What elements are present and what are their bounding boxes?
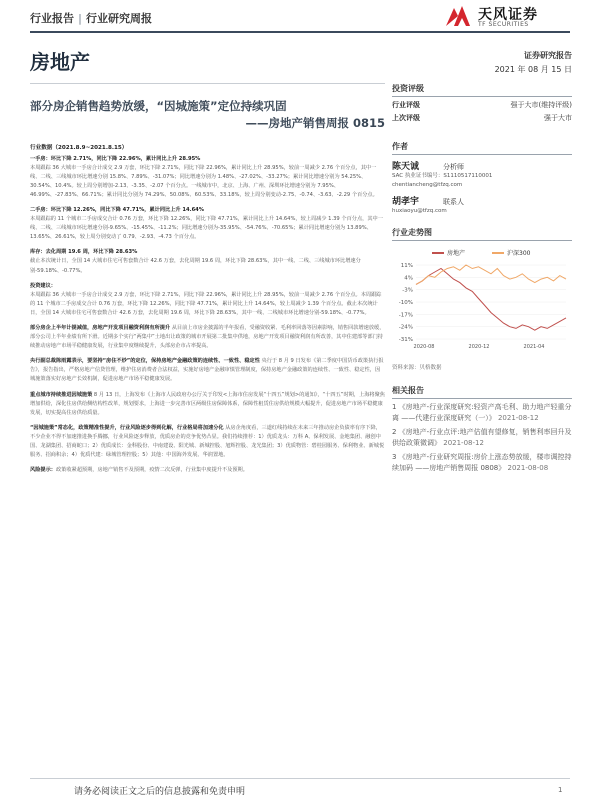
author-name: 陈天诚 <box>392 162 420 172</box>
related-report-item[interactable] <box>392 402 572 424</box>
paragraph-investment <box>30 282 385 318</box>
chart-series-line-real-estate <box>416 269 566 331</box>
chart-legend-label: 沪深300 <box>507 250 531 258</box>
related-report-item[interactable] <box>392 427 572 449</box>
chart-x-tick-label: 2020-12 <box>468 344 490 351</box>
sector-rule <box>30 83 385 84</box>
paragraph-lead: 库存：去化周期 19.6 周，环比下降 28.63% <box>30 249 138 256</box>
paragraph-text: 截止本次统计日，全国 14 大城市住宅可售套数合计 42.6 万套，去化周期 19.6 周，环比下降 28.63%，其中一线、二线、三线城市环比增速分别-59.18%、-0.77%。 <box>30 258 361 274</box>
chart-x-tick-label: 2021-04 <box>523 344 545 351</box>
author-cert: SAC 执业证书编号：S1110517110001 <box>392 173 493 179</box>
related-report-date: 2021-08-08 <box>507 463 549 472</box>
report-subtitle: ——房地产销售周报 0815 <box>245 116 385 131</box>
chart-y-tick-label: -17% <box>398 312 413 319</box>
rating-section <box>392 83 572 123</box>
paragraph-text: 8 月 13 日，上海发布《上海市人民政府办公厅关于印发<上海市住房发展“十四五”规划>的通知》，“十四五”时期，上海将聚焦增加供给，深化住房供给侧结构性改革，规划要求，上海进一步完善市区两级住房保障体系，保障性租赁住房供给规模大幅提升，促进房地产市场平稳健康发展，切实提高住房供给质量。 <box>30 391 385 416</box>
paragraph-lead: 部分房企上半年计提减值，房地产开发项目融资利润有所提升 <box>30 325 171 331</box>
chart-legend <box>432 249 531 257</box>
author-role: 联系人 <box>443 197 465 206</box>
sector-name: 房地产 <box>30 50 90 74</box>
tf-logo-icon <box>444 4 474 28</box>
author-section <box>392 141 572 215</box>
paragraph-lead: 一手房：环比下降 2.71%，同比下降 22.96%，累计同比上升 28.95% <box>30 155 201 162</box>
risk-lead: 风险提示： <box>30 467 56 474</box>
related-report-title: 1 《房地产-行业深度研究:轻资产高毛利、助力地产轻重分离 ——代建行业深度研究（一）》 <box>392 403 572 423</box>
footer-disclaimer: 请务必阅读正文之后的信息披露和免责申明 <box>74 787 246 797</box>
paragraph-lead: 二手房：环比下降 12.26%，同比下降 47.71%，累计同比上升 14.64% <box>30 206 204 213</box>
author-email[interactable]: huxiaoyu@tfzq.com <box>392 207 447 214</box>
paragraph-risk <box>30 466 385 475</box>
header-rule <box>30 31 570 33</box>
author-email[interactable]: chentiancheng@tfzq.com <box>392 181 463 188</box>
paragraph-text: 从目前上市房企披露的半年报看，受融资收紧、毛利率回落等因素影响，销售回款增速放缓，部分公司上半年业绩有所下滑。近期多个实行“两集中”土地出让政策的城市开展第二批集中供地，房地产开发项目融资利润有所改善，其中住建部等部门持续推动房地产市场平稳健康发展，行业集中度继续提升，头部房企市占率提高。 <box>30 325 385 350</box>
report-sidebar <box>392 40 572 473</box>
paragraph-second-hand <box>30 206 385 242</box>
author-entry <box>392 194 572 207</box>
author-name: 胡孝宇 <box>392 196 420 207</box>
paragraph-inventory <box>30 248 385 275</box>
paragraph-lead: “因城施策”常态化，政策精准性提升，行业风险逐步得到化解，行业格局将加速分化 <box>30 424 224 431</box>
rating-value: 强于大市(维持评级) <box>510 101 572 109</box>
paragraph-recommendation <box>30 424 385 460</box>
chart-source: 资料来源：贝格数据 <box>392 365 442 372</box>
chart-y-tick-label: -31% <box>398 337 413 344</box>
related-report-date: 2021-08-12 <box>443 438 484 447</box>
related-report-title: 2 《房地产-行业点评:地产估值有望修复，销售利率回升及供给政策微调》 <box>392 428 572 447</box>
page-number: 1 <box>558 786 563 794</box>
report-title: 部分房企销售趋势放缓，“因城施策”定位持续巩固 <box>30 99 287 113</box>
report-date: 2021 年 08 月 15 日 <box>494 65 572 74</box>
paragraph-new-homes <box>30 155 385 200</box>
chart-y-tick-label: -24% <box>398 325 413 332</box>
tag-separator: | <box>78 12 83 25</box>
chart-legend-label: 房地产 <box>447 250 466 258</box>
related-report-date: 2021-08-12 <box>497 414 539 423</box>
trend-section <box>392 227 572 371</box>
paragraph-text: 本周跟踪 36 大城市一手房合计成交 2.9 万套，环比下降 2.71%，同比下降 22.96%，累计同比上升 28.95%，较前一周减少 2.76 个百分点，其中一线、二线、三线城市环比增速分别 15.8%、7.89%、-31.07%；同比增速分别为 1.48%、-27.02%、-33.27%；累计同比增速分别为 54.25%、30.54%、10.4%。较上周分别增加-2.13、-3.35、-2.07 个百分点。一线城市中，北京、上海、广州、深圳环比增速分别为 7.95%、46.99%、-27.83%、66.71%；累计同比分别为 74.29%、50.08%、60.53%、33.18%，较上周分别变动-2.75、-0.74、-3.63、-2.29 个百分点。 <box>30 164 378 198</box>
chart-series-line-csi300 <box>416 265 566 284</box>
paragraph-text: 本周跟踪的 11 个城市二手房成交合计 0.76 万套，环比下降 12.26%，同比下降 47.71%，累计同比上升 14.64%，较上周减少 1.39 个百分点，其中一线、二线、三线城市环比增速分别-9.65%、-15.45%、-11.2%；同比增速分别为-35.95%、-54.76%、-70.65%；累计同比增速分别为 13.89%、13.65%、26.61%，较上周分别变动了 0.79、-2.93、-4.73 个百分点。 <box>30 216 383 241</box>
chart-x-ticks <box>414 344 545 350</box>
footer-rule <box>30 778 570 779</box>
paragraph-central-bank <box>30 357 385 384</box>
chart-x-tick-label: 2020-08 <box>413 344 435 351</box>
company-logo <box>444 4 574 30</box>
chart-y-tick-label: 4% <box>404 275 413 282</box>
chart-y-tick-label: 11% <box>400 263 413 270</box>
paragraph-lead: 重点城市持续推进因城施策 <box>30 391 93 398</box>
related-section <box>392 385 572 473</box>
author-heading: 作者 <box>392 141 572 155</box>
logo-chinese-name: 天风证券 <box>478 7 538 23</box>
chart-lines <box>416 265 566 330</box>
author-entry <box>392 159 572 172</box>
paragraph-lead: 央行副总裁陈雨露表示，要坚持“房住不炒”的定位，保持房地产金融政策的连续性、一致性、稳定性 <box>30 358 260 365</box>
trend-chart <box>392 245 572 355</box>
rating-key: 上次评级 <box>392 114 420 122</box>
paragraph-city-policy <box>30 391 385 418</box>
chart-y-ticks <box>399 263 413 343</box>
report-tags <box>30 10 152 26</box>
related-report-item[interactable] <box>392 452 572 474</box>
rating-value: 强于大市 <box>544 114 572 122</box>
report-type: 证券研究报告 <box>524 51 572 60</box>
author-role: 分析师 <box>443 163 465 171</box>
related-report-title: 3 《房地产-行业研究周报:房价上涨态势放缓，楼市调控持续加码 ——房地产销售周报 0808》 <box>392 452 572 472</box>
report-main-column <box>30 40 385 481</box>
report-body <box>30 143 385 476</box>
report-tag-industry: 行业报告 <box>30 12 74 25</box>
rating-key: 行业评级 <box>392 101 420 109</box>
chart-y-tick-label: -3% <box>402 288 413 295</box>
trend-heading: 行业走势图 <box>392 227 572 241</box>
risk-text: 政策收紧超预期，房地产销售不及预期，疫情二次反弹，行业集中度提升不及预期。 <box>55 467 248 474</box>
paragraph-lead: 投资建议： <box>30 282 56 289</box>
chart-y-tick-label: -10% <box>398 300 413 307</box>
chart-grid <box>416 265 566 339</box>
report-tag-weekly: 行业研究周报 <box>86 12 153 25</box>
paragraph-text: 央行于 8 月 9 日发布《第二季度中国货币政策执行报告》，报告指出，严格房地产信贷管理，维护住房消费者合法权益，实施好房地产金融审慎管理制度，保持房地产金融政策的连续性、一致性、稳定性，因城施策落实好房地产长效机制，促进房地产市场平稳健康发展。 <box>30 358 384 383</box>
paragraph-text: 本周跟踪 36 大城市一手房合计成交 2.9 万套，环比下降 2.71%，同比下降 22.96%，累计同比上升 28.95%，较前一周减少 2.76 个百分点。本周跟踪的 11 个城市二手房成交合计 0.76 万套，环比下降 12.26%，同比下降 47.71%，累计同比上升 14.64%，较上周减少 1.39 个百分点。截止本次统计日，全国 14 大城市住宅可售套数合计 42.6 万套，去化周期 19.6 周，环比下降 28.63%，其中一线、二线城市环比增速分别-59.18%、-0.77%。 <box>30 291 382 316</box>
report-header <box>0 0 600 40</box>
paragraph-impairment <box>30 324 385 351</box>
paragraph-text: 从房企角度看，三道红线持续在未来三年推动房企负债率有序下降，不少企业不得不加速推进换手腾挪，行业风险逐步释放，优质房企的竞争优势凸显。我们持续推荐：1）优质龙头：万科 A、保利发展、金地集团、融创中国、龙湖集团、招商蛇口；2）优质成长：金科股份、中南建设、阳光城、新城控股、旭辉控股、龙光集团；3）优质物管：碧桂园服务、保利物业、新城悦服务、招商积余；4）优质代建：绿城管理控股；5）其他：中国海外发展、华润置地。 <box>30 424 385 459</box>
rating-row <box>392 100 572 110</box>
data-period: 行业数据（2021.8.9~2021.8.15） <box>30 144 128 151</box>
logo-english-name: TF SECURITIES <box>478 21 529 28</box>
related-heading: 相关报告 <box>392 385 572 399</box>
rating-heading: 投资评级 <box>392 83 572 97</box>
rating-row <box>392 113 572 123</box>
